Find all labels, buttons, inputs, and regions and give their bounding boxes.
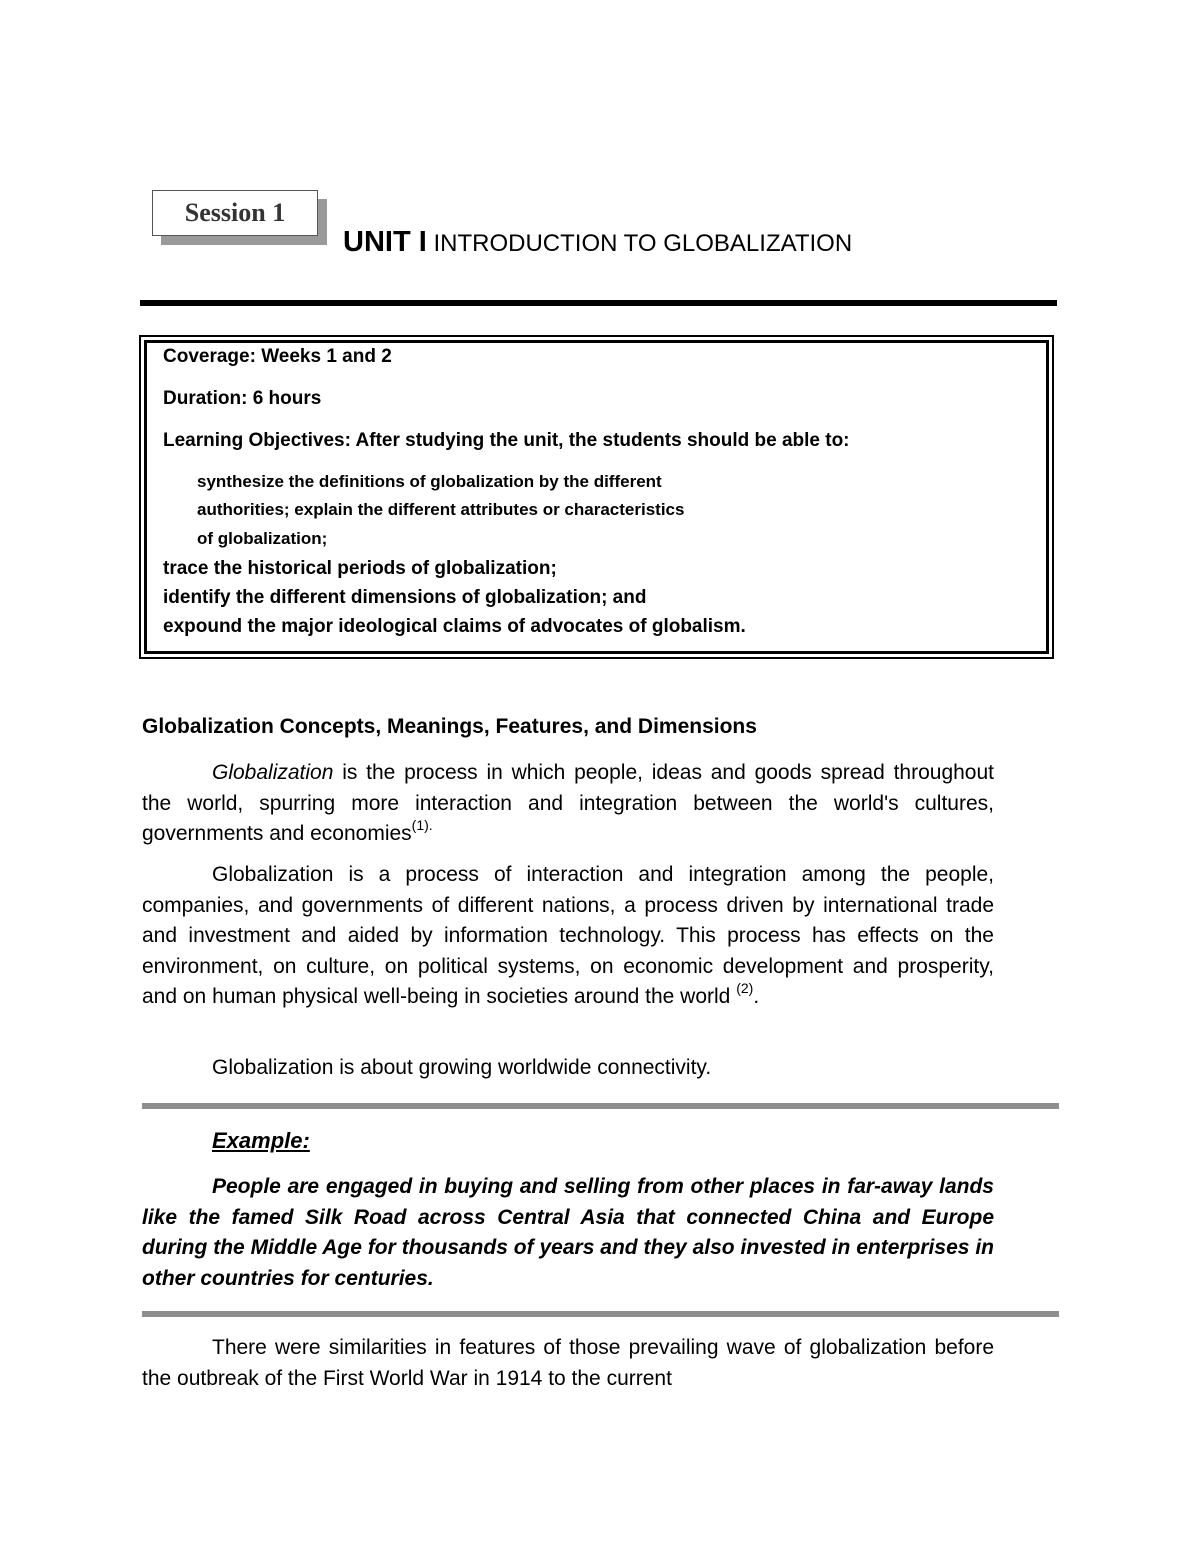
footnote-ref: (2)	[736, 980, 754, 997]
closing-paragraph	[142, 1333, 994, 1394]
paragraph-text: is the process in which people, ideas and goods spread throughout the world, spurring more interaction and integration between the world's cultures, governments and economies	[142, 761, 994, 846]
unit-title-text: INTRODUCTION TO GLOBALIZATION	[433, 230, 853, 257]
title-divider	[140, 300, 1057, 306]
session-label: Session 1	[184, 198, 286, 227]
section-heading: Globalization Concepts, Meanings, Features, and Dimensions	[142, 715, 757, 738]
example-paragraph	[142, 1172, 994, 1294]
objective-item: expound the major ideological claims of advocates of globalism.	[163, 616, 746, 637]
objectives-intro: Learning Objectives: After studying the unit, the students should be able to:	[163, 430, 850, 451]
paragraph-end: .	[753, 985, 760, 1009]
unit-number: UNIT I	[343, 226, 427, 258]
paragraph-definition-2	[142, 860, 994, 1013]
objective-item: trace the historical periods of globalization;	[163, 558, 557, 579]
unit-title	[343, 226, 852, 259]
paragraph-text: Globalization is about growing worldwide connectivity.	[212, 1056, 712, 1079]
objective-item: synthesize the definitions of globalization by the different	[197, 472, 662, 491]
duration-line: Duration: 6 hours	[163, 388, 322, 409]
example-text: People are engaged in buying and selling from other places in far-away lands like the famed Silk Road across Central Asia that connected China and Europe during the Middle Age for thousands of years and they also invested in enterprises in other countries for centuries.	[142, 1175, 994, 1290]
paragraph-text: There were similarities in features of those prevailing wave of globalization before the outbreak of the First World War in 1914 to the current	[142, 1336, 994, 1390]
paragraph-text: Globalization is a process of interaction and integration among the people, companies, and governments of different nations, a process driven by international trade and investment and aided by information technology. This process has effects on the environment, on culture, on political systems, on economic development and prosperity, and on human physical well-being in societies around the world	[142, 863, 994, 1009]
example-label: Example:	[212, 1128, 310, 1153]
paragraph-definition-1	[142, 758, 994, 850]
example-bottom-divider	[142, 1311, 1059, 1317]
coverage-box	[139, 335, 1054, 659]
paragraph-definition-3	[142, 1053, 994, 1084]
footnote-ref: (1).	[411, 817, 433, 834]
objective-item: of globalization;	[197, 529, 328, 548]
objective-item: authorities; explain the different attributes or characteristics	[197, 500, 685, 519]
session-badge	[152, 190, 318, 236]
term-globalization: Globalization	[212, 761, 334, 784]
example-top-divider	[142, 1103, 1059, 1109]
objective-item: identify the different dimensions of globalization; and	[163, 587, 647, 608]
coverage-line: Coverage: Weeks 1 and 2	[163, 346, 392, 367]
